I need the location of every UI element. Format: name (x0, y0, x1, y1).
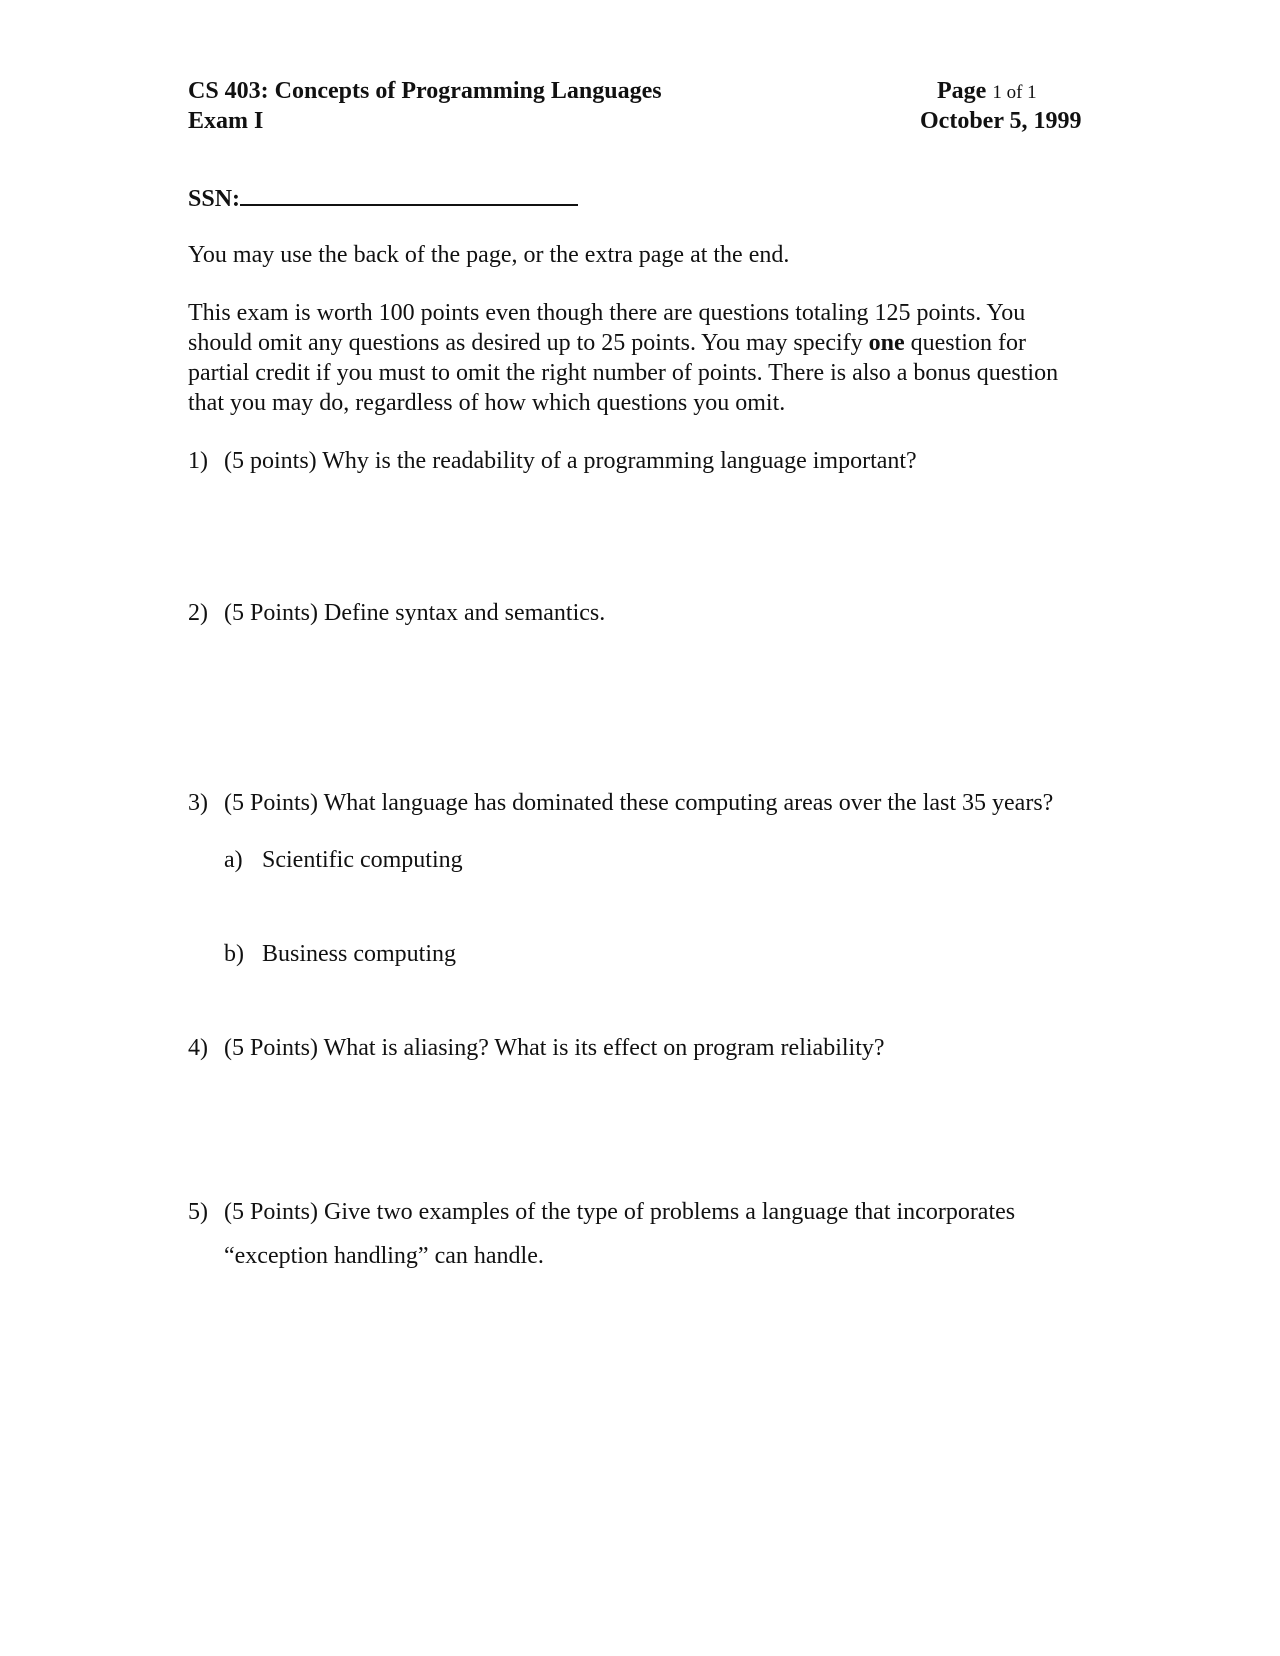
question-3-number: 3) (188, 790, 208, 816)
page-number: 1 of 1 (992, 82, 1037, 103)
ssn-label: SSN: (188, 186, 241, 212)
question-4-number: 4) (188, 1035, 208, 1061)
question-1-number: 1) (188, 448, 208, 474)
ssn-field (188, 182, 578, 214)
question-3b-text: Business computing (262, 941, 457, 967)
page-label: Page (937, 78, 987, 104)
question-1-text: (5 points) Why is the readability of a programming language important? (224, 448, 917, 474)
question-3a-label: a) (224, 847, 243, 873)
question-3b-label: b) (224, 941, 244, 967)
question-2-number: 2) (188, 600, 208, 626)
course-title: CS 403: Concepts of Programming Languages (188, 78, 662, 104)
instructions-part2: question for partial credit if you must to omit the right number of points. There is also a bonus question that you may do, regardless of how which questions you omit. (188, 330, 1059, 416)
question-2-text: (5 Points) Define syntax and semantics. (224, 600, 606, 626)
ssn-blank-line (240, 182, 578, 206)
instructions-part1: This exam is worth 100 points even though there are questions totaling 125 points. You should omit any questions as desired up to 25 points. You may specify (188, 300, 1026, 356)
page-indicator (937, 76, 1037, 108)
question-5-number: 5) (188, 1199, 208, 1225)
question-3-text: (5 Points) What language has dominated these computing areas over the last 35 years? (224, 790, 1054, 816)
question-3a-text: Scientific computing (262, 847, 463, 873)
question-5-text-continued: “exception handling” can handle. (224, 1243, 544, 1269)
exam-title: Exam I (188, 108, 264, 134)
question-4-text: (5 Points) What is aliasing? What is its effect on program reliability? (224, 1035, 885, 1061)
exam-date: October 5, 1999 (920, 108, 1082, 134)
instructions-paragraph (188, 298, 1088, 418)
instructions-bold: one (868, 330, 905, 356)
question-5-text: (5 Points) Give two examples of the type of problems a language that incorporates (224, 1199, 1016, 1225)
intro-line: You may use the back of the page, or the extra page at the end. (188, 242, 790, 268)
